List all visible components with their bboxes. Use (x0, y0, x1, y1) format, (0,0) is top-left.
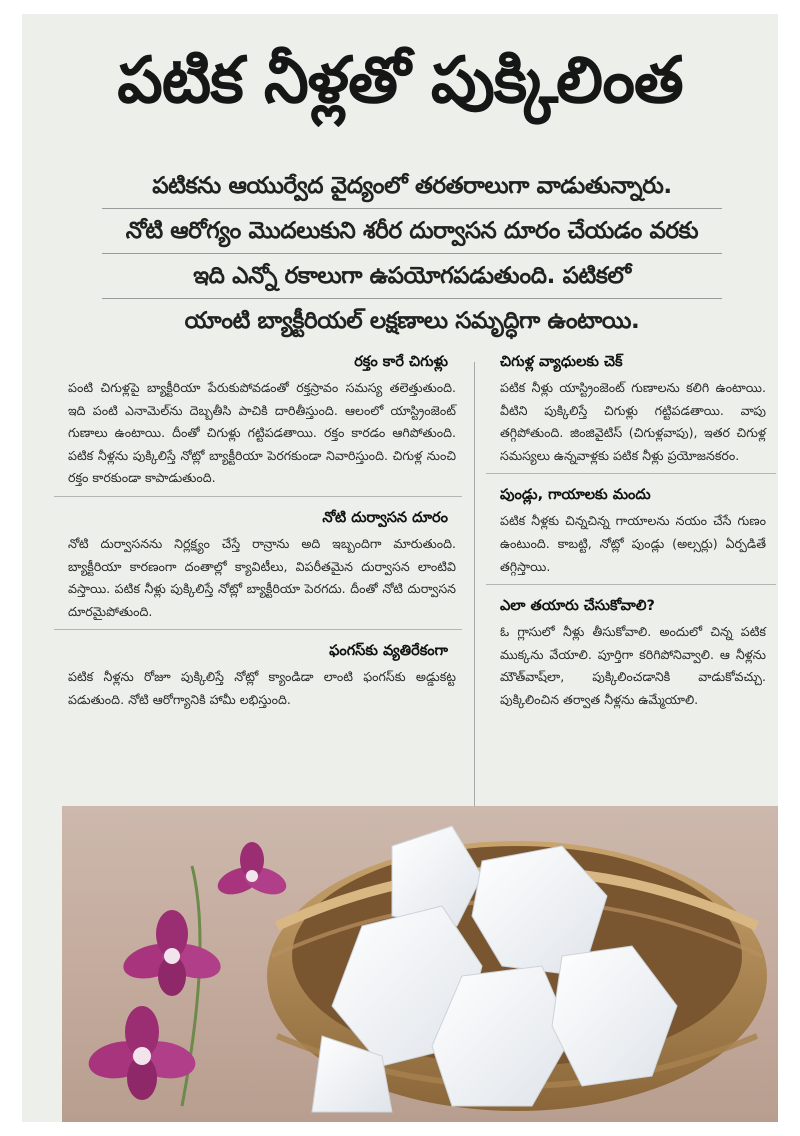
section-body: పటిక నీళ్లు యాస్ట్రింజెంట్ గుణాలను కలిగి ఉంటాయి. వీటిని పుక్కిలిస్తే చిగుళ్లు గట్టిపడతాయి. వాపు తగ్గిపోతుంది. జింజివైటిస్ (చిగుళ్లవాపు), ఇతర చిగుళ్ల సమస్యలు ఉన్నవాళ్లకు పటిక నీళ్లు ప్రయోజనకరం. (500, 380, 766, 463)
section-bad-breath (54, 503, 462, 623)
deck-line: నోటి ఆరోగ్యం మొదలుకుని శరీర దుర్వాసన దూరం చేయడం వరకు (102, 209, 722, 254)
section-divider (54, 629, 462, 630)
deck-line: పటికను ఆయుర్వేద వైద్యంలో తరతరాలుగా వాడుతున్నారు. (102, 164, 722, 209)
section-body: పంటి చిగుళ్లపై బ్యాక్టీరియా పేరుకుపోవడంతో రక్తస్రావం సమస్య తలెత్తుతుంది. ఇది పంటి ఎనామెల్‌ను దెబ్బతీసి పాచికి దారితీస్తుంది. ఆలంలో యాస్ట్రింజెంట్ గుణాలు ఉంటాయి. దీంతో చిగుళ్లు గట్టిపడతాయి. రక్తం కారడం ఆగిపోతుంది. పటిక నీళ్లను పుక్కిలిస్తే నోట్లో బ్యాక్టీరియా పెరగకుండా నివారిస్తుంది. చిగుళ్ల నుంచి రక్తం కారకుండా కాపాడుతుంది. (68, 380, 456, 486)
section-body: పటిక నీళ్లను రోజూ పుక్కిలిస్తే నోట్లో క్యాండిడా లాంటి ఫంగస్‌కు అడ్డుకట్ట పడుతుంది. నోటి ఆరోగ్యానికి హామీ లభిస్తుంది. (68, 669, 456, 707)
section-body: ఓ గ్లాసులో నీళ్లు తీసుకోవాలి. అందులో చిన్న పటిక ముక్కను వేయాలి. పూర్తిగా కరిగిపోనివ్వాలి. ఆ నీళ్లను మౌత్‌వాష్‌లా, పుక్కిలించడానికి వాడుకోవచ్చు. పుక్కిలించిన తర్వాత నీళ్లను ఉమ్మేయాలి. (500, 624, 766, 707)
section-divider (486, 473, 776, 474)
orchid-flowers (86, 842, 290, 1106)
alum-basket-photo (62, 806, 778, 1122)
section-ulcers (486, 480, 776, 578)
section-gum-disease (486, 347, 776, 467)
newspaper-clipping (22, 14, 778, 1122)
section-heading: ఎలా తయారు చేసుకోవాలి? (500, 598, 655, 615)
section-heading: నోటి దుర్వాసన దూరం (322, 509, 448, 526)
section-divider (486, 584, 776, 585)
column-divider (474, 362, 475, 817)
section-heading: ఫంగస్‌కు వ్యతిరేకంగా (329, 643, 448, 660)
left-column (54, 347, 462, 712)
section-body: నోటి దుర్వాసనను నిర్లక్ష్యం చేస్తే రాన్రాను అది ఇబ్బందిగా మారుతుంది. బ్యాక్టీరియా కారణంగా దంతాల్లో క్యావిటీలు, విపరీతమైన దుర్వాసన లాంటివి వస్తాయి. పటిక నీళ్లు పుక్కిలిస్తే నోట్లో బ్యాక్టీరియా పెరగదు. దీంతో నోటి దుర్వాసన దూరమైపోతుంది. (68, 535, 456, 619)
section-heading: రక్తం కారే చిగుళ్లు (354, 354, 448, 370)
section-preparation (486, 591, 776, 711)
right-column (486, 347, 776, 712)
deck-line: యాంటి బ్యాక్టీరియల్ లక్షణాలు సమృద్ధిగా ఉంటాయి. (184, 308, 640, 334)
photo-illustration (62, 806, 778, 1122)
section-body: పటిక నీళ్లకు చిన్నచిన్న గాయాలను నయం చేసే గుణం ఉంటుంది. కాబట్టి, నోట్లో పుండ్లు (అల్సర్లు) ఏర్పడితే తగ్గిస్తాయి. (500, 513, 766, 574)
deck-line: ఇది ఎన్నో రకాలుగా ఉపయోగపడుతుంది. పటికలో (102, 254, 722, 299)
headline: పటిక నీళ్లతో పుక్కిలింత (117, 44, 683, 118)
section-heading: పుండ్లు, గాయాలకు మందు (500, 487, 651, 504)
section-heading: చిగుళ్ల వ్యాధులకు చెక్ (500, 354, 623, 370)
deck (102, 164, 722, 344)
section-antifungal (54, 636, 462, 711)
section-bleeding-gums (54, 347, 462, 490)
section-divider (54, 496, 462, 497)
